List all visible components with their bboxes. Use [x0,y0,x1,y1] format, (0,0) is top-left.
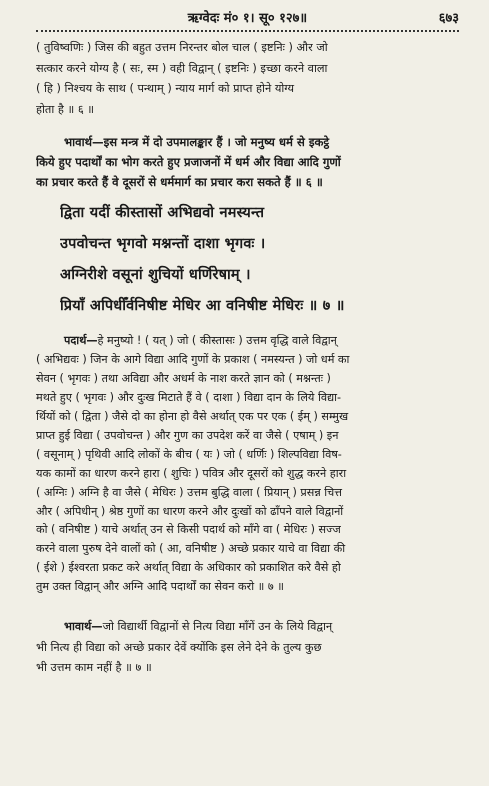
page-body [36,38,461,679]
text-line: भी उत्तम काम नहीं है ॥ ७ ॥ [36,661,152,675]
text-line: मथते हुए ( भृगवः ) और दुःख मिटाते हैं वे ( दाशा ) विद्या दान के लिये विद्या- [36,391,342,405]
text-line: ( हि ) निश्चय के साथ ( पन्थाम् ) न्याय मार्ग को प्राप्त होने योग्य [36,82,295,96]
page-number: ६७३ [438,11,459,26]
mantra-line: द्विता यदीं कीस्तासों अभिद्यवो नमस्यन्त [60,205,265,222]
text-line: सत्कार करने योग्य है ( सः, स्म ) वही विद्वान् ( इष्टनिः ) इच्छा करने वाला [36,61,328,75]
bhavartha-label: भावार्थ— [64,620,103,634]
text-line: सेवन ( भृगवः ) तथा अविद्या और अधर्म के नाश करते ज्ञान को ( मश्नन्तः ) [36,372,331,386]
text-line: पदार्थ—हे मनुष्यो ! ( यत् ) जो ( कीस्तासः ) उत्तम वृद्धि वाले विद्वान् [64,334,337,348]
text-line: का प्रचार करते हैं वे दूसरों से धर्ममार्ग का प्रचार करा सकते हैं ॥ ६ ॥ [36,175,323,190]
text-line: करने वाला पुरुष देने वालों को ( आ, वनिषीष्ट ) अच्छे प्रकार याचे वा विद्या की [36,542,346,556]
text-line: तुम उक्त विद्वान् और अग्नि आदि पदार्थों का सेवन करो ॥ ७ ॥ [36,580,284,594]
top-paragraph [36,38,461,120]
mantra-line: प्रियाँ अपिधीँर्वनिषीष्ट मेधिर आ वनिषीष्ट मेधिरः ॥ ७ ॥ [60,298,345,315]
text-line: और ( अपिधीन् ) श्रेष्ठ गुणों का धारण करने और दुःखों को ढाँपने वाले विद्वानों [36,504,344,518]
text-line: ( अग्निः ) अग्नि है वा जैसे ( मेधिरः ) उत्तम बुद्धि वाला ( प्रियान् ) प्रसन्न चित्त [36,485,342,499]
text-line: भावार्थ—इस मन्त्र में दो उपमालङ्कार हैं । जो मनुष्य धर्म से इकट्ठे [64,135,330,150]
text-line: होता है ॥ ६ ॥ [36,102,95,116]
running-title: ऋग्वेदः मं० १। सू० १२७॥ [187,11,308,26]
text-line: भावार्थ—जो विद्यार्थी विद्वानों से नित्य विद्या माँगें उन के लिये विद्वान् [64,620,333,634]
bhavartha-1 [36,132,461,192]
padartha [36,332,461,597]
text-line: ( तुविष्वणिः ) जिस की बहुत उत्तम निरन्तर बोल चाल ( इष्टनिः ) और जो [36,41,328,54]
mantra-line: अग्निरीशे वसूनां शुचियों धर्णिरेषाम् । [60,267,251,284]
mantra-verse [36,198,461,322]
text-line: र्थियों को ( द्विता ) जैसे दो का होना हो वैसे अर्थात् एक पर एक ( ईम् ) सम्मुख [36,410,349,423]
bhavartha-2 [36,617,461,679]
padartha-label: पदार्थ— [64,334,98,348]
mantra-line: उपवोचन्त भृगवो मश्नन्तों दाशा भृगवः । [60,236,266,253]
header-rule [36,30,459,32]
page-header [36,8,459,28]
text-line: भी नित्य ही विद्या को अच्छे प्रकार देवें क्योंकि इस लेने देने के तुल्य कुछ [36,640,322,654]
text-line: प्राप्त हुई विद्या ( उपवोचन्त ) और गुण का उपदेश करें वा जैसे ( एषाम् ) इन [36,428,339,442]
text-line: यक कामों का धारण करने हारा ( शुचिः ) पवित्र और दूसरों को शुद्ध करने हारा [36,466,347,480]
text-line: किये हुए पदार्थों का भोग करते हुए प्रजाजनों में धर्म और विद्या आदि गुणों [36,155,341,170]
text-line: ( ईशे ) ईश्वरता प्रकट करे अर्थात् विद्या के अधिकार को प्रकाशित करे वैसे हो [36,561,341,575]
text-line: ( वसूनाम् ) पृथिवी आदि लोकों के बीच ( यः ) जो ( धर्णिः ) शिल्पविद्या विष- [36,447,342,461]
bhavartha-label: भावार्थ— [64,135,104,150]
text-line: को ( वनिषीष्ट ) याचे अर्थात् उन से किसी पदार्थ को माँगे वा ( मेधिरः ) सज्ज [36,523,341,537]
text-line: ( अभिद्यवः ) जिन के आगे विद्या आदि गुणों के प्रकाश ( नमस्यन्त ) जो धर्म का [36,353,350,367]
